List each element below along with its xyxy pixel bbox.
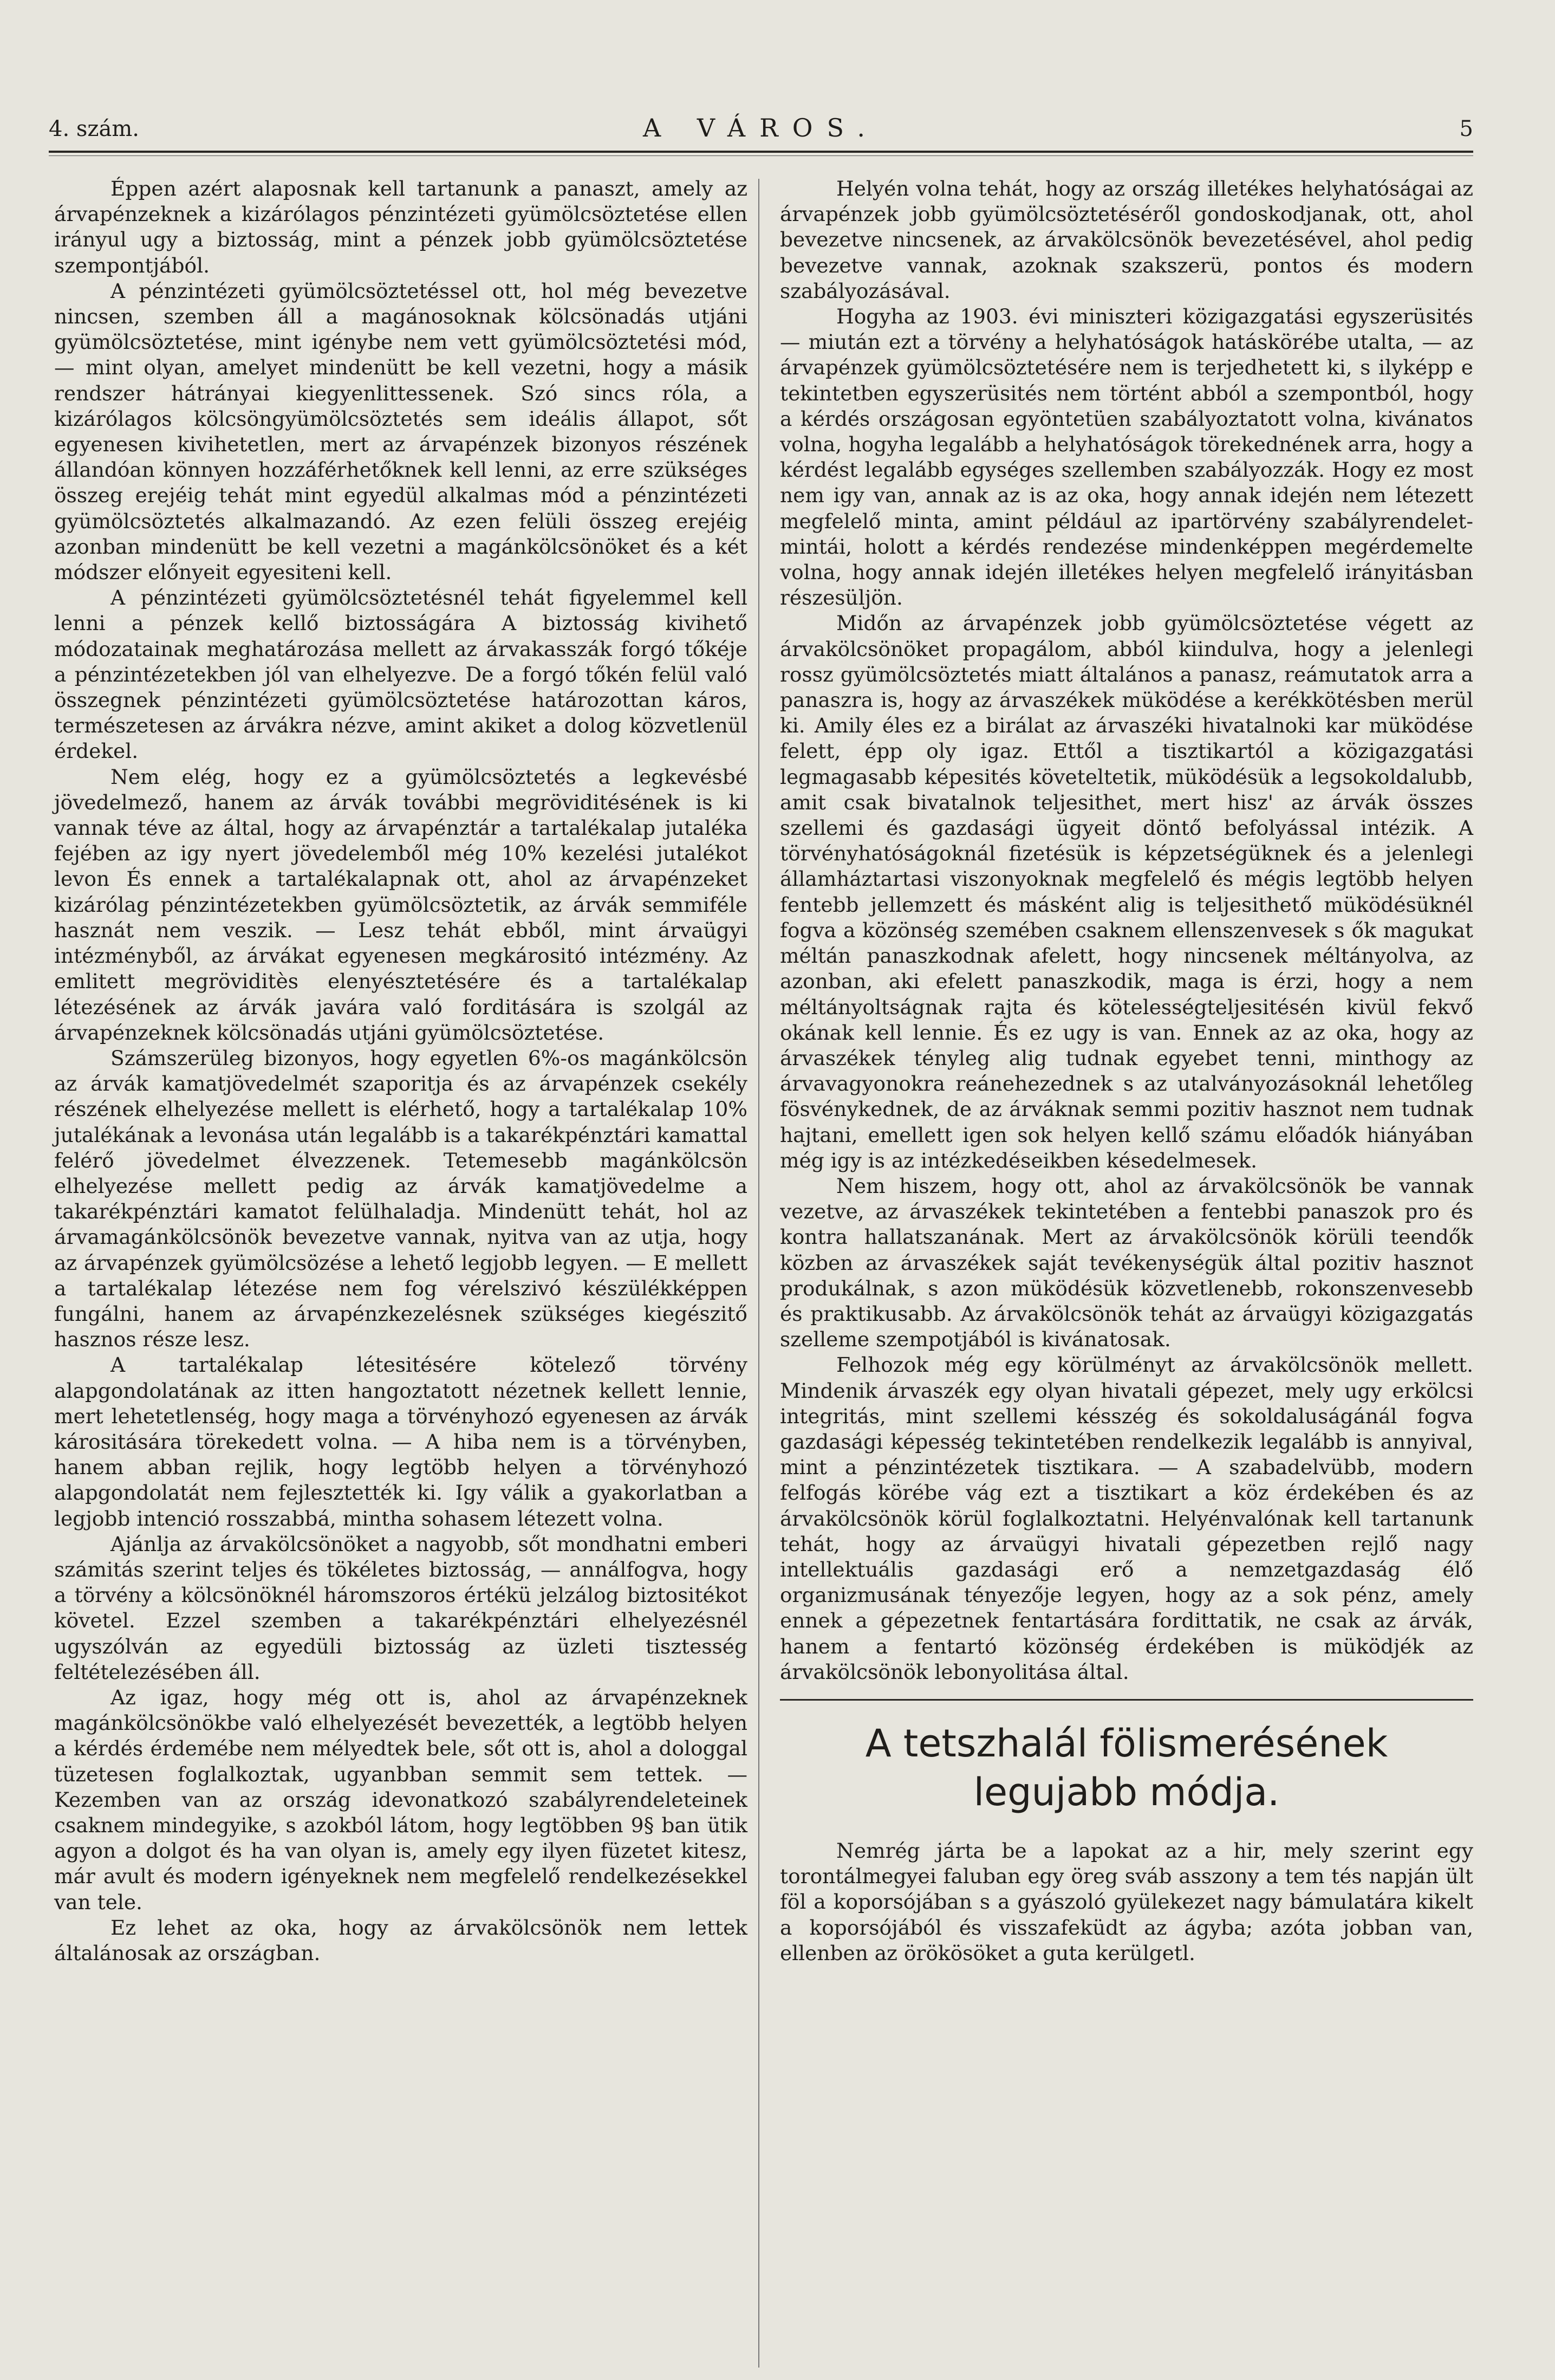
paragraph: Hogyha az 1903. évi miniszteri közigazgatási egyszerüsités — miután ezt a törvény a helyhatóságok hatáskörébe utalta, — az árvapénzek gyümölcsöztetésére nem is terjedhetett ki, s ilyképp e tekintetben egyszerüsités nem történt abból a szempontból, hogy a kérdés országosan egyöntetüen szabályoztatott volna, kivánatos volna, hogyha legalább a helyhatóságok törekednének arra, hogy a kérdést legalább egységes szellemben szabályozzák. Hogy ez most nem igy van, annak az is az oka, hogy annak idején nem létezett megfelelő minta, amint például az ipartörvény szabályrendelet-mintái, holott a kérdés rendezése mindenképpen megérdemelte volna, hogy annak idején illetékes helyen megfelelő irányitásban részesüljön. [780, 304, 1473, 610]
article-title: A tetszhalál fölismerésének legujabb módja. [865, 1721, 1388, 1814]
right-column [780, 176, 1473, 1966]
paragraph: Ez lehet az oka, hogy az árvakölcsönök nem lettek általánosak az országban. [54, 1915, 747, 1966]
paragraph: Számszerüleg bizonyos, hogy egyetlen 6%-os magánkölcsön az árvák kamatjövedelmét szaporitja és az árvapénzek csekély részének elhelyezése mellett is elérhető, hogy a tartalékalap 10% jutalékának a levonása után legalább is a takarékpénztári kamattal felérő jövedelmet élvezzenek. Tetemesebb magánkölcsön elhelyezése mellett pedig az árvák kamatjövedelme a takarékpénztári kamatot felülhaladja. Mindenütt tehát, hol az árvamagánkölcsönök bevezetve vannak, nyitva van az utja, hogy az árvapénzek gyümölcsözése a lehető legjobb legyen. — E mellett a tartalékalap létezése nem fog vérelszivó készülékképpen fungálni, hanem az árvapénzkezelésnek szükséges kiegészitő hasznos része lesz. [54, 1046, 747, 1352]
paragraph: Midőn az árvapénzek jobb gyümölcsöztetése végett az árvakölcsönöket propagálom, abból kiindulva, hogy a jelenlegi rossz gyümölcsöztetés miatt általános a panasz, reámutatok arra a panaszra is, hogy az árvaszékek müködése a kerékkötésben merül ki. Amily éles ez a birálat az árvaszéki hivatalnoki kar müködése felett, épp oly igaz. Ettől a tisztikartól a közigazgatási legmagasabb képesités követeltetik, müködésük a legsokoldalubb, amit csak bivatalnok teljesithet, mert hisz' az árvák összes szellemi és gazdasági ügyeit döntő befolyással intézik. A törvényhatóságoknál fizetésük is képzetségüknek és a jelenlegi államháztartasi viszonyoknak megfelelő és mégis legtöbb helyen fentebb jellemzett és másként alig is teljesithető müködésüknél fogva a közönség szemében csaknem ellenszenvesek s ők magukat méltán panaszkodnak afelett, hogy nincsenek méltányolva, az azonban, aki efelett panaszkodik, maga is érzi, hogy a nem méltányoltságnak rajta és kötelességteljesitésén kivül fekvő okának kell lennie. És ez ugy is van. Ennek az az oka, hogy az árvaszékek tényleg alig tudnak egyebet tenni, minthogy az árvavagyonokra reánehezednek s az utalványozásoknál lehetőleg fösvénykednek, de az árváknak semmi pozitiv hasznot nem tudnak hajtani, emellett igen sok helyen kellő számu előadók hiányában még igy is az intézkedéseikben késedelmesek. [780, 611, 1473, 1172]
paragraph: Nem elég, hogy ez a gyümölcsöztetés a legkevésbé jövedelmező, hanem az árvák további megröviditésének is ki vannak téve az által, hogy az árvapénztár a tartalékalap jutaléka fejében az igy nyert jövedelemből még 10% kezelési jutalékot levon És ennek a tartalékalapnak ott, ahol az árvapénzeket kizárólag pénzintézetekben gyümölcsöztetik, az árvák semmiféle hasznát nem veszik. — Lesz tehát ebből, mint árvaügyi intézményből, az árvákat egyenesen megkárositó intézmény. Az emlitett megröviditès elenyésztetésére és a tartalékalap létezésének az árvák javára való forditására is szolgál az árvapénzeknek kölcsönadás utjáni gyümölcsöztetése. [54, 764, 747, 1045]
paragraph: Helyén volna tehát, hogy az ország illetékes helyhatóságai az árvapénzek jobb gyümölcsöztetéséről gondoskodjanak, ott, ahol bevezetve nincsenek, az árvakölcsönök bevezetésével, ahol pedig bevezetve vannak, azoknak szakszerü, pontos és modern szabályozásával. [780, 177, 1473, 303]
paragraph: A tartalékalap létesitésére kötelező törvény alapgondolatának az itten hangoztatott nézetnek kellett lennie, mert lehetetlenség, hogy maga a törvényhozó egyenesen az árvák kárositására törekedett volna. — A hiba nem is a törvényben, hanem abban rejlik, hogy legtöbb helyen a törvényhozó alapgondolatát nem fejlesztették ki. Igy válik a gyakorlatban a legjobb intenció rosszabbá, mintha sohasem létezett volna. [54, 1353, 747, 1531]
header-rule [49, 151, 1473, 153]
page-number: 5 [1459, 116, 1473, 141]
article-paragraph: Nemrég járta be a lapokat az a hir, mely szerint egy torontálmegyei faluban egy öreg sváb asszony a tem tés napján ült föl a koporsójában s a gyászoló gyülekezet nagy bámulatára kikelt a koporsójából és visszafeküdt az ágyba; azóta jobban van, ellenben az örökösöket a guta kerülgetl. [780, 1838, 1473, 1965]
column-divider [758, 179, 759, 2368]
paragraph: Ajánlja az árvakölcsönöket a nagyobb, sőt mondhatni emberi számitás szerint teljes és tökéletes biztosság, — annálfogva, hogy a törvény a kölcsönöknél háromszoros értékü jelzálog biztositékot követel. Ezzel szemben a takarékpénztári elhelyezésnél ugyszólván az egyedüli biztosság az üzleti tisztesség feltételezésében áll. [54, 1532, 747, 1684]
paragraph: A pénzintézeti gyümölcsöztetésnél tehát figyelemmel kell lenni a pénzek kellő biztosságára A biztosság kivihető módozatainak meghatározása mellett az árvakasszák forgó tőkéje a pénzintézetekben jól van elhelyezve. De a forgó tőkén felül való összegnek pénzintézeti gyümölcsöztetése határozottan káros, természetesen az árvákra nézve, amint akiket a dolog közvetlenül érdekel. [54, 586, 747, 763]
paragraph: Éppen azért alaposnak kell tartanunk a panaszt, amely az árvapénzeknek a kizárólagos pénzintézeti gyümölcsöztetése ellen irányul ugy a biztosság, mint a pénzek jobb gyümölcsöztetése szempontjából. [54, 177, 747, 277]
article-separator [780, 1699, 1473, 1701]
newspaper-title: A VÁROS. [642, 113, 879, 142]
issue-number: 4. szám. [49, 116, 139, 141]
page-header [49, 113, 1473, 149]
paragraph: Felhozok még egy körülményt az árvakölcsönök mellett. Mindenik árvaszék egy olyan hivatali gépezet, mely ugy erkölcsi integritás, mint szellemi késszég és sokoldaluságánál fogva gazdasági képesség tekintetében rendelkezik legalább is annyival, mint a pénzintézetek tisztikara. — A szabadelvübb, modern felfogás körébe vág ezt a tisztikart a köz érdekében és az árvakölcsönök körül foglalkoztatni. Helyénvalónak kell tartanunk tehát, hogy az árvaügyi hivatali gépezetben rejlő nagy intellektuális gazdasági erő a nemzetgazdaság élő organizmusának tényezője legyen, hogy az a sok pénz, amely ennek a gépezetnek fentartására fordittatik, ne csak az árvák, hanem a fentartó közönség érdekében is müködjék az árvakölcsönök lebonyolitása által. [780, 1353, 1473, 1684]
header-rule-thin [49, 155, 1473, 156]
left-column [54, 176, 747, 1966]
paragraph: Az igaz, hogy még ott is, ahol az árvapénzeknek magánkölcsönökbe való elhelyezését bevezették, a legtöbb helyen a kérdés érdemébe nem mélyedtek bele, sőt ott is, ahol a dologgal tüzetesen foglalkoztak, ugyanbban semmit sem tettek. — Kezemben van az ország idevonatkozó szabályrendeleteinek csaknem mindegyike, s azokból látom, hogy legtöbben 9§ ban ütik agyon a dolgot és ha van olyan is, amely egy ilyen füzetet kitesz, már avult és modern igényeknek nem megfelelő rendelkezésekkel van tele. [54, 1685, 747, 1914]
paragraph: A pénzintézeti gyümölcsöztetéssel ott, hol még bevezetve nincsen, szemben áll a magánosoknak kölcsönadás utjáni gyümölcsöztetése, mint igénybe nem vett gyümölcsöztetési mód, — mint olyan, amelyet mindenütt be kell vezetni, hogy a másik rendszer hátrányai kiegyenlittessenek. Szó sincs róla, a kizárólagos kölcsöngyümölcsöztetés sem ideális állapot, sőt egyenesen kivihetetlen, mert az árvapénzek bizonyos részének állandóan könnyen hozzáférhetőknek kell lenni, az erre szükséges összeg erejéig tehát mint egyedül alkalmas mód a pénzintézeti gyümölcsöztetés alkalmazandó. Az ezen felüli összeg erejéig azonban mindenütt be kell vezetni a magánkölcsönöket és a két módszer előnyeit egyesiteni kell. [54, 278, 747, 585]
paragraph: Nem hiszem, hogy ott, ahol az árvakölcsönök be vannak vezetve, az árvaszékek tekintetében a fentebbi panaszok pro és kontra hallatszanának. Mert az árvakölcsönök körüli teendők közben az árvaszékek saját tevékenységük által pozitiv hasznot produkálnak, s azon müködésük közvetlenebb, rokonszenvesebb és praktikusabb. Az árvakölcsönök tehát az árvaügyi közigazgatás szelleme szempotjából is kivánatosak. [780, 1173, 1473, 1352]
